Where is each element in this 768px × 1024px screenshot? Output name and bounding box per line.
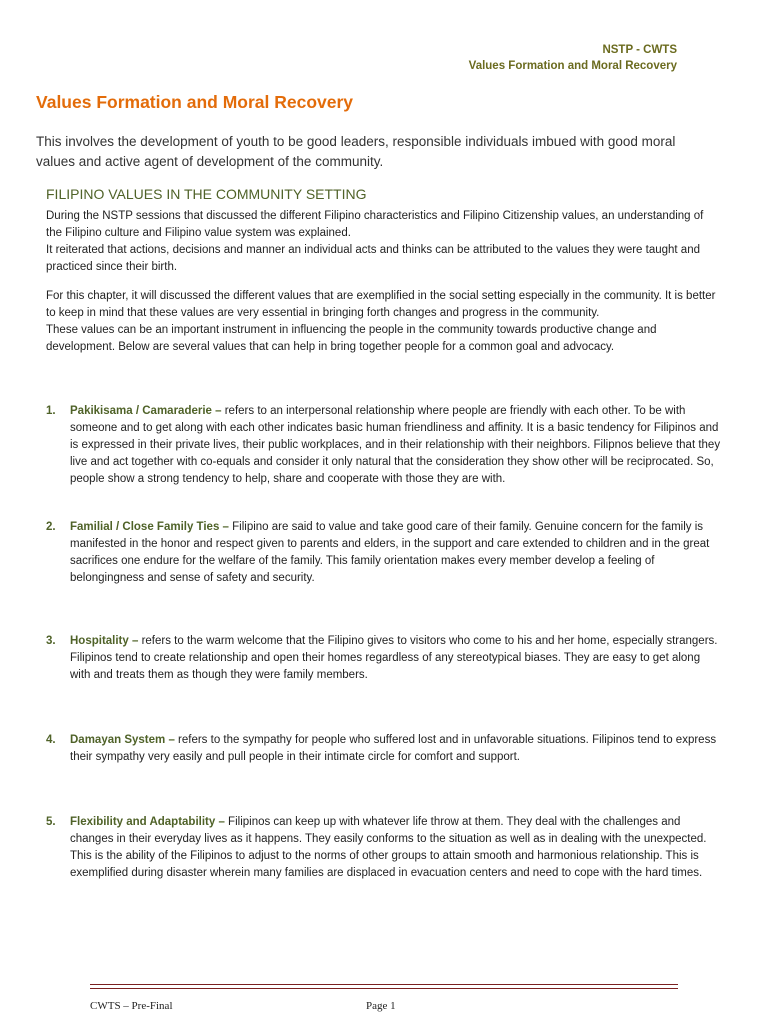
page-title: Values Formation and Moral Recovery	[36, 92, 354, 112]
item-number: 3.	[46, 635, 56, 647]
item-text: Filipinos can keep up with whatever life throw at them. They deal with the challenges and changes in their everyday lives as it happens. They easily conforms to the situation as well as in dealing with the unexpected. This is the ability of the Filipinos to adjust to the norms of other groups to attain smooth and harmonious relationship. This is exemplified during disaster wherein many families are displaced in evacuation centers and need to cope with the hard times.	[70, 816, 707, 879]
item-number: 1.	[46, 405, 56, 417]
section-heading: FILIPINO VALUES IN THE COMMUNITY SETTING	[46, 186, 367, 202]
item-number: 2.	[46, 521, 56, 533]
list-item	[46, 633, 721, 684]
list-item	[46, 732, 721, 766]
paragraph-line: These values can be an important instrument in influencing the people in the community towards productive change and development. Below are several values that can help in bring together people for a common goal and advocacy.	[46, 324, 657, 353]
item-text: refers to an interpersonal relationship where people are friendly with each other. To be with someone and to get along with each other indicates basic human friendliness and affinity. It is a basic tendency for Filipinos and is expressed in their private lives, their public workplaces, and in their relationship with their neighbors. Filipnos believe that they live and act together with co-equals and consider it only natural that the consideration they show other will be reciprocated. So, people show a strong tendency to help, share and cooperate with those they are with.	[70, 405, 721, 485]
header-topic: Values Formation and Moral Recovery	[468, 60, 677, 72]
list-item	[46, 519, 721, 587]
paragraph-line: It reiterated that actions, decisions and manner an individual acts and thinks can be attributed to the values they were taught and practiced since their birth.	[46, 244, 700, 273]
paragraph-line: For this chapter, it will discussed the different values that are exemplified in the social setting especially in the community. It is better to keep in mind that these values are very essential in bringing forth changes and progress in the community.	[46, 290, 716, 319]
page-number: Page 1	[366, 1000, 396, 1012]
item-number: 4.	[46, 734, 56, 746]
item-term: Familial / Close Family Ties –	[70, 521, 229, 533]
item-text: refers to the sympathy for people who suffered lost and in unfavorable situations. Filipinos tend to express their sympathy very easily and pull people in their intimate circle for comfort and support.	[70, 734, 717, 763]
list-item	[46, 403, 721, 488]
item-text: Filipino are said to value and take good care of their family. Genuine concern for the family is manifested in the honor and respect given to parents and elders, in the support and care extended to children and in the great sacrifices one endure for the welfare of the family. This family orientation makes every member develop a feeling of belongingness and sense of safety and security.	[70, 521, 710, 584]
item-number: 5.	[46, 816, 56, 828]
footer-course-label: CWTS – Pre-Final	[90, 1000, 173, 1012]
item-term: Pakikisama / Camaraderie –	[70, 405, 222, 417]
item-term: Damayan System –	[70, 734, 175, 746]
footer-divider-thin	[90, 988, 678, 989]
list-item	[46, 814, 721, 882]
paragraph-nstp-sessions	[46, 208, 721, 276]
item-term: Flexibility and Adaptability –	[70, 816, 225, 828]
paragraph-chapter	[46, 288, 721, 356]
intro-paragraph: This involves the development of youth to be good leaders, responsible individuals imbued with good moral values and active agent of development of the community.	[36, 134, 676, 169]
header-course: NSTP - CWTS	[602, 44, 677, 56]
paragraph-line: During the NSTP sessions that discussed the different Filipino characteristics and Filipino Citizenship values, an understanding of the Filipino culture and Filipino value system was explained.	[46, 210, 704, 239]
item-text: refers to the warm welcome that the Filipino gives to visitors who come to his and her home, especially strangers. Filipinos tend to create relationship and open their homes regardless of any stereotypical biases. They are easy to get along with and treats them as though they were family members.	[70, 635, 718, 681]
running-header	[469, 42, 677, 74]
item-term: Hospitality –	[70, 635, 139, 647]
footer-divider	[90, 984, 678, 985]
